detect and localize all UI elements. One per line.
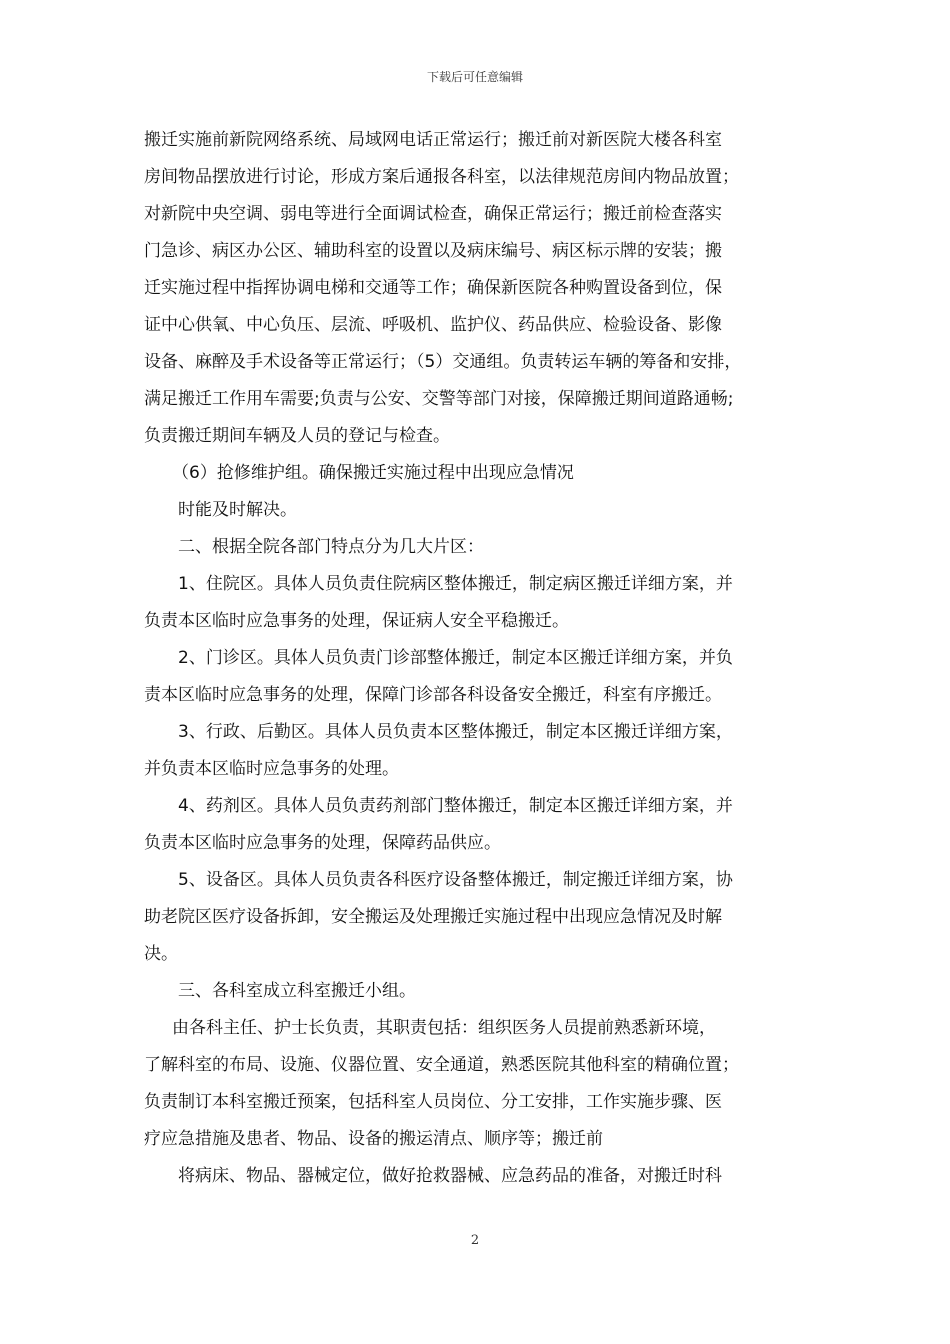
text-line: 对新院中央空调、弱电等进行全面调试检查，确保正常运行；搬迁前检查落实 — [144, 204, 722, 224]
text-line: 5、设备区。具体人员负责各科医疗设备整体搬迁，制定搬迁详细方案，协 — [178, 870, 733, 890]
page-number: 2 — [470, 1233, 480, 1248]
document-body — [144, 122, 814, 1195]
text-line: 满足搬迁工作用车需要;负责与公安、交警等部门对接，保障搬迁期间道路通畅; — [144, 389, 734, 409]
text-line: 设备、麻醉及手术设备等正常运行；（5）交通组。负责转运车辆的筹备和安排， — [144, 352, 742, 372]
text-line: 三、各科室成立科室搬迁小组。 — [178, 981, 416, 1001]
text-line: 房间物品摆放进行讨论，形成方案后通报各科室，以法律规范房间内物品放置； — [144, 167, 739, 187]
text-line: 将病床、物品、器械定位，做好抢救器械、应急药品的准备，对搬迁时科 — [178, 1166, 722, 1186]
text-line: 疗应急措施及患者、物品、设备的搬运清点、顺序等；搬迁前 — [144, 1129, 603, 1149]
text-line: 负责本区临时应急事务的处理，保证病人安全平稳搬迁。 — [144, 611, 569, 631]
text-line: 搬迁实施前新院网络系统、局域网电话正常运行；搬迁前对新医院大楼各科室 — [144, 130, 722, 150]
text-line: 迁实施过程中指挥协调电梯和交通等工作；确保新医院各种购置设备到位，保 — [144, 278, 722, 298]
text-line: （6）抢修维护组。确保搬迁实施过程中出现应急情况 — [172, 463, 574, 483]
text-line: 并负责本区临时应急事务的处理。 — [144, 759, 399, 779]
text-line: 3、行政、后勤区。具体人员负责本区整体搬迁，制定本区搬迁详细方案， — [178, 722, 733, 742]
text-line: 二、根据全院各部门特点分为几大片区： — [178, 537, 484, 557]
text-line: 助老院区医疗设备拆卸，安全搬运及处理搬迁实施过程中出现应急情况及时解 — [144, 907, 722, 927]
text-line: 时能及时解决。 — [178, 500, 297, 520]
text-line: 2、门诊区。具体人员负责门诊部整体搬迁，制定本区搬迁详细方案，并负 — [178, 648, 733, 668]
text-line: 门急诊、病区办公区、辅助科室的设置以及病床编号、病区标示牌的安装；搬 — [144, 241, 722, 261]
text-line: 负责搬迁期间车辆及人员的登记与检查。 — [144, 426, 450, 446]
text-line: 了解科室的布局、设施、仪器位置、安全通道，熟悉医院其他科室的精确位置； — [144, 1055, 739, 1075]
text-line: 4、药剂区。具体人员负责药剂部门整体搬迁，制定本区搬迁详细方案，并 — [178, 796, 733, 816]
text-line: 证中心供氧、中心负压、层流、呼吸机、监护仪、药品供应、检验设备、影像 — [144, 315, 722, 335]
text-line: 由各科主任、护士长负责，其职责包括：组织医务人员提前熟悉新环境， — [172, 1018, 716, 1038]
text-line: 责本区临时应急事务的处理，保障门诊部各科设备安全搬迁，科室有序搬迁。 — [144, 685, 722, 705]
text-line: 负责制订本科室搬迁预案，包括科室人员岗位、分工安排，工作实施步骤、医 — [144, 1092, 722, 1112]
text-line: 决。 — [144, 944, 178, 964]
text-line: 负责本区临时应急事务的处理，保障药品供应。 — [144, 833, 501, 853]
page-header: 下载后可任意编辑 — [426, 70, 523, 84]
text-line: 1、住院区。具体人员负责住院病区整体搬迁，制定病区搬迁详细方案，并 — [178, 574, 733, 594]
